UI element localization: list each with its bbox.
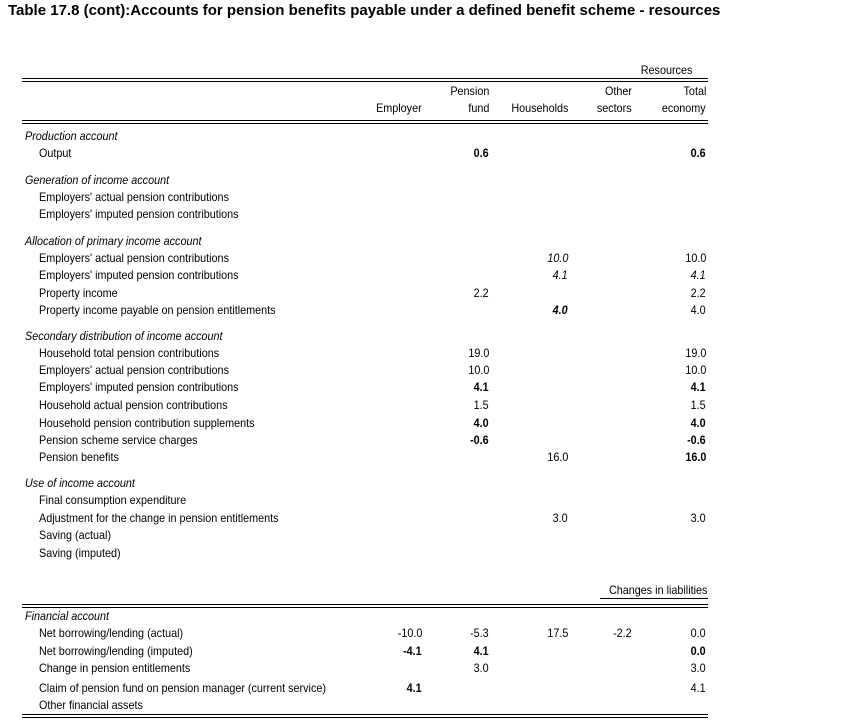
column-header-1-line-0: Pension bbox=[449, 84, 489, 98]
row-label: Output bbox=[39, 146, 72, 160]
section-title: Allocation of primary income account bbox=[25, 234, 202, 248]
table-row bbox=[0, 398, 842, 415]
row-label: Claim of pension fund on pension manager (current service) bbox=[39, 681, 326, 695]
row-label: Employers' imputed pension contributions bbox=[39, 207, 239, 221]
cell-value: -0.6 bbox=[470, 433, 489, 447]
top-rule-2 bbox=[22, 81, 708, 82]
row-label: Pension scheme service charges bbox=[39, 433, 198, 447]
cell-value: 4.1 bbox=[552, 268, 568, 282]
financial-top-rule-2 bbox=[22, 607, 708, 608]
cell-value: 3.0 bbox=[690, 511, 706, 525]
table-row bbox=[0, 626, 842, 643]
cell-value: 4.1 bbox=[690, 681, 706, 695]
cell-value: 2.2 bbox=[473, 286, 489, 300]
column-header-2-line-0: Households bbox=[510, 101, 568, 115]
table-row bbox=[0, 346, 842, 363]
section-title: Financial account bbox=[25, 609, 110, 623]
cell-value: 17.5 bbox=[546, 626, 568, 640]
financial-top-rule bbox=[22, 604, 708, 605]
cell-value: 0.0 bbox=[690, 626, 706, 640]
section-title: Production account bbox=[25, 129, 118, 143]
cell-value: 4.0 bbox=[690, 303, 706, 317]
cell-value: 4.0 bbox=[690, 416, 706, 430]
table-row bbox=[0, 380, 842, 397]
cell-value: 3.0 bbox=[690, 661, 706, 675]
column-header-0-line-0: Employer bbox=[376, 101, 422, 115]
table-row bbox=[0, 528, 842, 545]
bottom-rule-2 bbox=[22, 717, 708, 718]
cell-value: 4.0 bbox=[552, 303, 568, 317]
cell-value: 10.0 bbox=[546, 251, 568, 265]
table-row bbox=[0, 416, 842, 433]
row-label: Household actual pension contributions bbox=[39, 398, 228, 412]
cell-value: 10.0 bbox=[467, 363, 489, 377]
row-label: Employers' actual pension contributions bbox=[39, 363, 229, 377]
section-title: Use of income account bbox=[25, 476, 135, 490]
section-heading bbox=[0, 476, 842, 493]
table-row bbox=[0, 546, 842, 563]
table-row bbox=[0, 146, 842, 163]
column-header-4-line-1: economy bbox=[662, 101, 706, 115]
row-label: Employers' imputed pension contributions bbox=[39, 380, 239, 394]
table-row bbox=[0, 644, 842, 661]
cell-value: 4.1 bbox=[406, 681, 422, 695]
cell-value: 0.0 bbox=[690, 644, 706, 658]
cell-value: 3.0 bbox=[473, 661, 489, 675]
table-row bbox=[0, 190, 842, 207]
row-label: Final consumption expenditure bbox=[39, 493, 187, 507]
row-label: Property income payable on pension entitlements bbox=[39, 303, 276, 317]
section-heading bbox=[0, 329, 842, 346]
table-row bbox=[0, 681, 842, 698]
cell-value: 4.1 bbox=[473, 380, 489, 394]
cell-value: 1.5 bbox=[473, 398, 489, 412]
cell-value: -5.3 bbox=[470, 626, 489, 640]
table-row bbox=[0, 363, 842, 380]
table-row bbox=[0, 511, 842, 528]
row-label: Saving (actual) bbox=[39, 528, 112, 542]
cell-value: 10.0 bbox=[684, 251, 706, 265]
cell-value: 16.0 bbox=[684, 450, 706, 464]
table-row bbox=[0, 303, 842, 320]
row-label: Net borrowing/lending (actual) bbox=[39, 626, 184, 640]
row-label: Employers' imputed pension contributions bbox=[39, 268, 239, 282]
column-header-3-line-1: sectors bbox=[597, 101, 632, 115]
cell-value: 0.6 bbox=[473, 146, 489, 160]
cell-value: 2.2 bbox=[690, 286, 706, 300]
cell-value: 4.1 bbox=[690, 268, 706, 282]
cell-value: -4.1 bbox=[403, 644, 422, 658]
section-heading bbox=[0, 609, 842, 626]
table-row bbox=[0, 661, 842, 678]
table-row bbox=[0, 698, 842, 715]
table-row bbox=[0, 433, 842, 450]
row-label: Employers' actual pension contributions bbox=[39, 251, 229, 265]
section-heading bbox=[0, 129, 842, 146]
table-row bbox=[0, 268, 842, 285]
cell-value: 19.0 bbox=[684, 346, 706, 360]
section-title: Generation of income account bbox=[25, 173, 170, 187]
row-label: Saving (imputed) bbox=[39, 546, 121, 560]
row-label: Employers' actual pension contributions bbox=[39, 190, 229, 204]
row-label: Household pension contribution supplements bbox=[39, 416, 255, 430]
table-row bbox=[0, 251, 842, 268]
cell-value: -10.0 bbox=[397, 626, 422, 640]
cell-value: 19.0 bbox=[467, 346, 489, 360]
row-label: Other financial assets bbox=[39, 698, 143, 712]
row-label: Property income bbox=[39, 286, 118, 300]
cell-value: 4.1 bbox=[690, 380, 706, 394]
column-header-3-line-0: Other bbox=[604, 84, 632, 98]
row-label: Change in pension entitlements bbox=[39, 661, 191, 675]
cell-value: 0.6 bbox=[690, 146, 706, 160]
section-heading bbox=[0, 173, 842, 190]
column-header-4-line-0: Total bbox=[683, 84, 706, 98]
header-bottom-rule bbox=[22, 120, 708, 121]
cell-value: -2.2 bbox=[613, 626, 632, 640]
bottom-rule bbox=[22, 714, 708, 715]
cell-value: 4.1 bbox=[473, 644, 489, 658]
section-title: Secondary distribution of income account bbox=[25, 329, 223, 343]
table-row bbox=[0, 493, 842, 510]
table-row bbox=[0, 450, 842, 467]
top-rule bbox=[22, 78, 708, 79]
table-row bbox=[0, 207, 842, 224]
cell-value: 1.5 bbox=[690, 398, 706, 412]
row-label: Household total pension contributions bbox=[39, 346, 220, 360]
changes-underline bbox=[600, 598, 708, 599]
cell-value: 4.0 bbox=[473, 416, 489, 430]
cell-value: 3.0 bbox=[552, 511, 568, 525]
row-label: Pension benefits bbox=[39, 450, 119, 464]
column-header-1-line-1: fund bbox=[467, 101, 489, 115]
resources-group-label: Resources bbox=[640, 63, 692, 77]
header-bottom-rule-2 bbox=[22, 123, 708, 124]
cell-value: 10.0 bbox=[684, 363, 706, 377]
cell-value: 16.0 bbox=[546, 450, 568, 464]
row-label: Net borrowing/lending (imputed) bbox=[39, 644, 193, 658]
row-label: Adjustment for the change in pension entitlements bbox=[39, 511, 279, 525]
table-title: Table 17.8 (cont):Accounts for pension benefits payable under a defined benefit scheme - resources bbox=[8, 2, 721, 19]
table-row bbox=[0, 286, 842, 303]
section-heading bbox=[0, 234, 842, 251]
cell-value: -0.6 bbox=[687, 433, 706, 447]
changes-in-liabilities-label: Changes in liabilities bbox=[608, 583, 707, 597]
